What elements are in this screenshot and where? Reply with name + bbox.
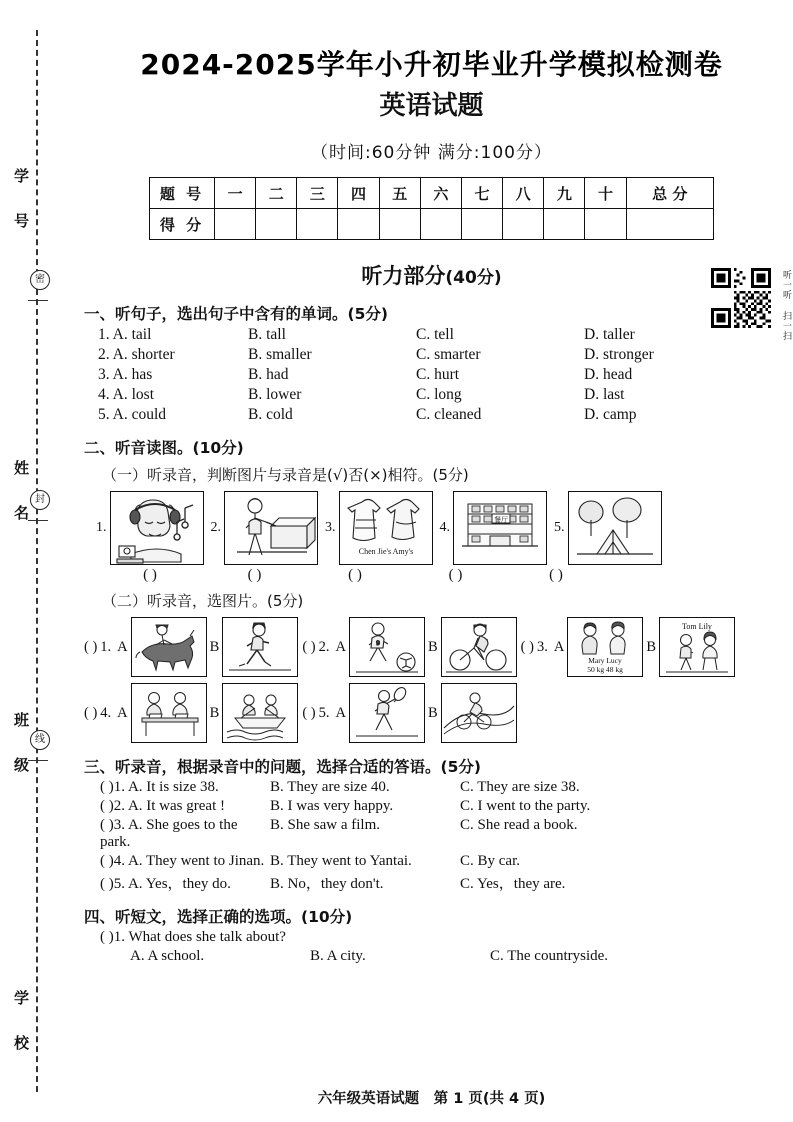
q-number: 1. <box>98 326 110 344</box>
question-text: 1. What does she talk about? <box>113 929 286 946</box>
list-item <box>98 326 793 344</box>
score-cell[interactable] <box>626 209 713 240</box>
option-a[interactable]: A. could <box>112 406 167 424</box>
option-c[interactable]: C. long <box>416 386 462 404</box>
qr-code-label: 听一听 扫一扫 <box>781 270 791 341</box>
picture-tom-lily[interactable] <box>659 617 735 677</box>
pic-number-2: 2. <box>210 520 221 536</box>
seal-line-seg-1 <box>28 300 48 301</box>
listening-banner <box>70 260 793 290</box>
option-c[interactable]: C. cleaned <box>416 406 482 424</box>
svg-text:Mary Lucy: Mary Lucy <box>588 656 623 666</box>
option-b[interactable]: B. smaller <box>248 346 312 364</box>
answer-bracket[interactable]: ( ) <box>84 704 98 721</box>
option-a[interactable]: A. has <box>112 366 153 384</box>
picture-boat-rowing[interactable] <box>222 683 298 743</box>
picture-horse-riding[interactable] <box>131 617 207 677</box>
section-4-question-1 <box>100 929 793 946</box>
answer-bracket[interactable]: ( ) <box>100 853 114 870</box>
choice-group-4 <box>84 683 298 743</box>
margin-label-school: 学 校 <box>12 990 30 1056</box>
option-label-b[interactable]: B <box>427 638 438 655</box>
picture-bike-riding[interactable] <box>441 617 517 677</box>
picture-soccer-player[interactable] <box>349 617 425 677</box>
q-number: 3. <box>536 638 548 655</box>
option-d[interactable]: D. head <box>584 366 633 384</box>
score-col-8: 八 <box>503 178 544 209</box>
answer-bracket[interactable]: ( ) <box>549 567 563 584</box>
picture-girl-cleaning-room <box>224 491 318 565</box>
list-item <box>98 406 793 424</box>
seal-char-1: 密 <box>30 270 50 290</box>
left-margin-strip <box>0 0 70 1122</box>
answer-bracket[interactable]: ( ) <box>100 798 114 815</box>
answer-bracket[interactable]: ( ) <box>143 567 157 584</box>
score-col-7: 七 <box>461 178 502 209</box>
svg-text:Tom Lily: Tom Lily <box>682 622 712 632</box>
q-number: 5. <box>318 704 330 721</box>
option-b[interactable]: B. They went to Yantai. <box>270 853 412 870</box>
picture-badminton-player[interactable] <box>349 683 425 743</box>
option-c[interactable]: C. By car. <box>460 853 520 870</box>
option-b[interactable]: B. She saw a film. <box>270 817 380 834</box>
picture-choice-row-1 <box>84 617 793 677</box>
q-number: 2. <box>113 798 125 815</box>
pic-number-1: 1. <box>96 520 107 536</box>
page-subtitle: 英语试题 <box>379 91 484 122</box>
q-number: 5. <box>113 876 125 893</box>
list-item <box>100 872 793 893</box>
option-label-a[interactable]: A <box>335 638 346 655</box>
answer-bracket[interactable]: ( ) <box>302 704 316 721</box>
qr-code-icon[interactable] <box>711 268 771 328</box>
q-number: 5. <box>98 406 110 424</box>
choice-group-1 <box>84 617 298 677</box>
answer-bracket[interactable]: ( ) <box>100 876 114 893</box>
option-b[interactable]: B. had <box>248 366 289 384</box>
page-footer: 六年级英语试题 第 1 页(共 4 页) <box>317 1091 546 1107</box>
score-cell[interactable] <box>461 209 502 240</box>
list-item <box>98 386 793 404</box>
score-col-9: 九 <box>544 178 585 209</box>
q-number: 4. <box>100 704 112 721</box>
score-col-6: 六 <box>420 178 461 209</box>
answer-bracket[interactable]: ( ) <box>100 779 114 796</box>
exam-info: （时间:60分钟 满分:100分） <box>311 143 552 164</box>
pic-number-4: 4. <box>439 520 450 536</box>
q-number: 3. <box>113 817 125 834</box>
score-table <box>149 177 714 240</box>
option-label-b[interactable]: B <box>209 704 220 721</box>
svg-text:50 kg 48 kg: 50 kg 48 kg <box>587 665 624 675</box>
score-cell[interactable] <box>338 209 379 240</box>
score-col-5: 五 <box>379 178 420 209</box>
table-row <box>150 178 714 209</box>
option-label-a[interactable]: A <box>117 704 128 721</box>
option-label-b[interactable]: B <box>646 638 656 655</box>
list-item <box>98 346 793 364</box>
option-b[interactable]: B. I was very happy. <box>270 798 394 815</box>
section-2-title: 二、听音读图。(10分) <box>84 439 244 458</box>
seal-line-seg-2 <box>28 520 48 521</box>
picture-row-judge <box>96 491 793 565</box>
option-c[interactable]: C. Yes，they are. <box>460 876 566 893</box>
page-title: 2024-2025学年小升初毕业升学模拟检测卷 <box>140 48 723 81</box>
option-a[interactable]: A. It was great ! <box>127 798 225 815</box>
q-number: 2. <box>318 638 330 655</box>
section-4-q1-options <box>130 948 793 965</box>
picture-choice-row-2 <box>84 683 793 743</box>
section-2-part2-title: （二）听录音，选图片。(5分) <box>102 592 304 611</box>
listening-banner-text: 听力部分 <box>361 264 446 289</box>
score-cell[interactable] <box>215 209 256 240</box>
list-item <box>100 817 793 851</box>
seal-char-3: 线 <box>30 730 50 750</box>
option-label-b[interactable]: B <box>209 638 220 655</box>
q-number: 1. <box>113 779 125 796</box>
score-col-4: 四 <box>338 178 379 209</box>
picture-cycling-in-park[interactable] <box>441 683 517 743</box>
choice-group-2 <box>302 617 516 677</box>
answer-bracket[interactable]: ( ) <box>348 567 362 584</box>
q-number: 4. <box>98 386 110 404</box>
list-item <box>98 366 793 384</box>
option-b[interactable]: B. No，they don't. <box>270 876 384 893</box>
score-cell[interactable] <box>503 209 544 240</box>
section-2-part1-title: （一）听录音，判断图片与录音是(√)否(×)相符。(5分) <box>102 466 469 485</box>
svg-text:9: 9 <box>376 640 380 648</box>
list-item <box>100 779 793 796</box>
list-item <box>100 853 793 870</box>
score-col-10: 十 <box>585 178 626 209</box>
answer-bracket[interactable]: ( ) <box>100 817 114 834</box>
table-row <box>150 209 714 240</box>
picture-mary-lucy-weight[interactable] <box>567 617 643 677</box>
picture-running-boy[interactable] <box>222 617 298 677</box>
score-cell[interactable] <box>379 209 420 240</box>
score-cell[interactable] <box>420 209 461 240</box>
score-col-2: 二 <box>256 178 297 209</box>
score-cell[interactable] <box>297 209 338 240</box>
option-b[interactable]: B. tall <box>248 326 286 344</box>
pic-number-5: 5. <box>554 520 565 536</box>
option-d[interactable]: D. last <box>584 386 625 404</box>
option-c[interactable]: C. smarter <box>416 346 481 364</box>
q-number: 4. <box>113 853 125 870</box>
option-a[interactable]: A. Yes，they do. <box>127 876 231 893</box>
answer-bracket-row-1 <box>96 567 793 584</box>
score-col-1: 一 <box>215 178 256 209</box>
margin-label-name: 姓 名 <box>12 460 30 526</box>
margin-label-class: 班 级 <box>12 712 30 778</box>
answer-bracket[interactable]: ( ) <box>302 638 316 655</box>
option-a[interactable]: A. lost <box>112 386 154 404</box>
option-a[interactable]: A. It is size 38. <box>127 779 219 796</box>
option-c[interactable]: C. She read a book. <box>460 817 578 834</box>
option-a[interactable]: A. A school. <box>130 948 205 965</box>
svg-text:Chen Jie's Amy's: Chen Jie's Amy's <box>358 547 413 557</box>
picture-two-dresses <box>339 491 433 565</box>
answer-bracket[interactable]: ( ) <box>520 638 534 655</box>
score-row-label-1: 题 号 <box>150 178 215 209</box>
picture-tent-camping <box>568 491 662 565</box>
option-label-b[interactable]: B <box>427 704 438 721</box>
option-label-a[interactable]: A <box>117 638 128 655</box>
seal-dashed-line <box>36 30 38 1092</box>
answer-bracket[interactable]: ( ) <box>100 929 114 946</box>
option-a[interactable]: A. They went to Jinan. <box>127 853 265 870</box>
seal-line-seg-3 <box>28 760 48 761</box>
pic-number-3: 3. <box>325 520 336 536</box>
score-row-label-2: 得 分 <box>150 209 215 240</box>
score-col-3: 三 <box>297 178 338 209</box>
answer-bracket[interactable]: ( ) <box>448 567 463 584</box>
list-item <box>100 798 793 815</box>
margin-label-student-id: 学 号 <box>12 168 30 234</box>
option-c[interactable]: C. I went to the party. <box>460 798 591 815</box>
section-3-title: 三、听录音，根据录音中的问题，选择合适的答语。(5分) <box>84 758 481 777</box>
option-c[interactable]: C. tell <box>416 326 454 344</box>
option-b[interactable]: B. cold <box>248 406 293 424</box>
option-label-a[interactable]: A <box>553 638 565 655</box>
option-c[interactable]: C. hurt <box>416 366 460 384</box>
seal-char-2: 封 <box>30 490 50 510</box>
picture-girl-listening-music <box>110 491 204 565</box>
option-c[interactable]: C. The countryside. <box>490 948 609 965</box>
section-4-title: 四、听短文，选择正确的选项。(10分) <box>84 908 353 927</box>
option-label-a[interactable]: A <box>335 704 346 721</box>
picture-reading-at-desk[interactable] <box>131 683 207 743</box>
listening-banner-points: (40分) <box>445 268 502 289</box>
score-cell[interactable] <box>585 209 626 240</box>
answer-bracket[interactable]: ( ) <box>84 638 98 655</box>
choice-group-3 <box>521 617 735 677</box>
score-cell[interactable] <box>256 209 297 240</box>
option-a[interactable]: A. shorter <box>112 346 175 364</box>
option-a[interactable]: A. She goes to the park. <box>100 817 238 851</box>
section-1-title: 一、听句子，选出句子中含有的单词。(5分) <box>84 305 388 324</box>
option-d[interactable]: D. stronger <box>584 346 654 364</box>
q-number: 3. <box>98 366 110 384</box>
option-c[interactable]: C. They are size 38. <box>460 779 580 796</box>
q-number: 1. <box>100 638 112 655</box>
option-b[interactable]: B. lower <box>248 386 302 404</box>
svg-text:餐厅: 餐厅 <box>494 516 508 525</box>
score-col-total: 总 分 <box>626 178 713 209</box>
option-b[interactable]: B. A city. <box>310 948 366 965</box>
option-d[interactable]: D. taller <box>584 326 635 344</box>
choice-group-5 <box>302 683 516 743</box>
option-b[interactable]: B. They are size 40. <box>270 779 390 796</box>
option-a[interactable]: A. tail <box>112 326 152 344</box>
exam-page <box>70 0 793 1122</box>
answer-bracket[interactable]: ( ) <box>247 567 262 584</box>
q-number: 2. <box>98 346 110 364</box>
picture-restaurant-building <box>453 491 547 565</box>
score-cell[interactable] <box>544 209 585 240</box>
option-d[interactable]: D. camp <box>584 406 637 424</box>
